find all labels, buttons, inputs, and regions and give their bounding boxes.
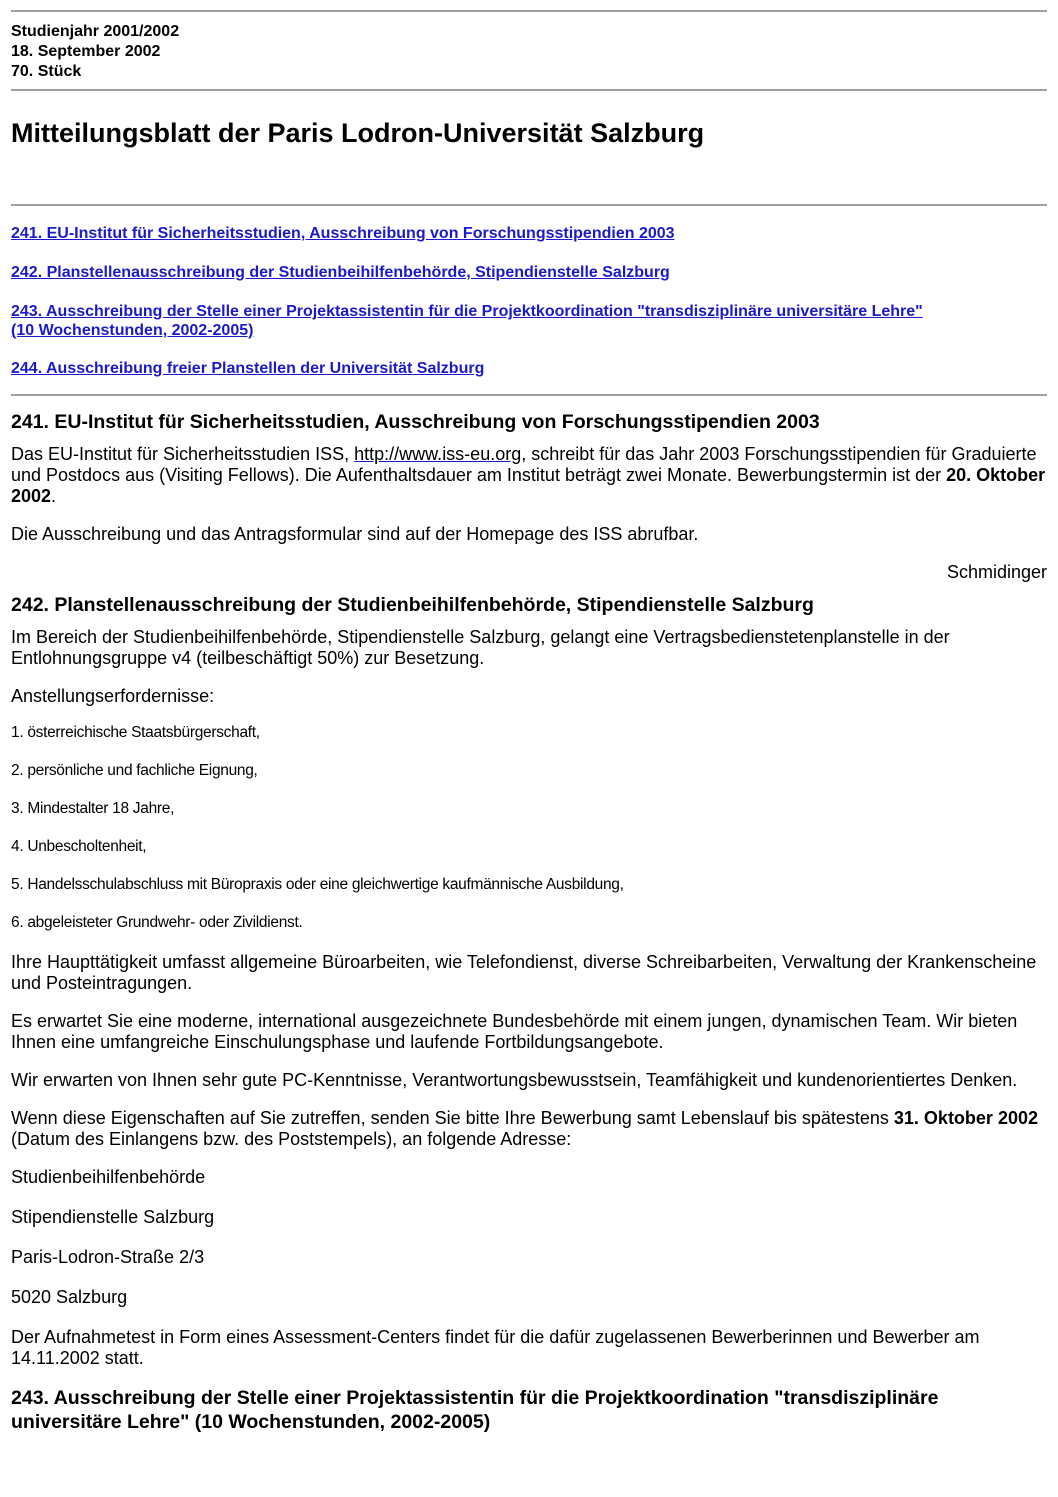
text-fragment: , schreibt für das Jahr 2003 Forschungsstipendien für Graduierte und Postdocs aus (Visiting Fellows). Die Aufenthaltsdauer am Institut beträgt zwei Monate. Bewerbungstermin ist der xyxy=(11,444,1037,485)
address-line: Studienbeihilfenbehörde xyxy=(11,1167,206,1187)
toc-item-241 xyxy=(11,224,1047,243)
toc-link-242[interactable]: 242. Planstellenausschreibung der Studienbeihilfenbehörde, Stipendienstelle Salzburg xyxy=(11,264,670,281)
text-fragment: . xyxy=(51,486,57,506)
requirement-item: 1. österreichische Staatsbürgerschaft, xyxy=(11,724,260,741)
toc-link-243-line1: 243. Ausschreibung der Stelle einer Projektassistentin für die Projektkoordination "transdisziplinäre universitäre Lehre" xyxy=(11,303,923,320)
section-241-paragraph-2: Die Ausschreibung und das Antragsformular sind auf der Homepage des ISS abrufbar. xyxy=(11,524,699,544)
section-242-paragraph-2: Ihre Haupttätigkeit umfasst allgemeine Büroarbeiten, wie Telefondienst, diverse Schreibarbeiten, Verwaltung der Krankenscheine und Posteintragungen. xyxy=(11,952,1037,993)
top-rule xyxy=(11,10,1047,12)
deadline-date: 31. Oktober 2002 xyxy=(893,1108,1038,1128)
section-241 xyxy=(11,410,1047,583)
toc-item-242 xyxy=(11,263,1047,282)
table-of-contents xyxy=(11,224,1047,398)
address-line: Stipendienstelle Salzburg xyxy=(11,1207,215,1227)
requirements-list xyxy=(11,724,1047,932)
section-242-paragraph-5 xyxy=(11,1108,1047,1150)
requirement-item: 2. persönliche und fachliche Eignung, xyxy=(11,762,258,779)
issue-number: 70. Stück xyxy=(11,63,82,80)
toc-bottom-rule xyxy=(11,394,1047,396)
requirement-item: 5. Handelsschulabschluss mit Büropraxis oder eine gleichwertige kaufmännische Ausbildung, xyxy=(11,876,624,893)
toc-link-244[interactable]: 244. Ausschreibung freier Planstellen der Universität Salzburg xyxy=(11,360,485,377)
academic-year: Studienjahr 2001/2002 xyxy=(11,23,180,40)
section-242-heading: 242. Planstellenausschreibung der Studienbeihilfenbehörde, Stipendienstelle Salzburg xyxy=(11,594,814,616)
section-242-paragraph-1: Im Bereich der Studienbeihilfenbehörde, Stipendienstelle Salzburg, gelangt eine Vertragsbedienstetenplanstelle in der Entlohnungsgruppe v4 (teilbeschäftigt 50%) zur Besetzung. xyxy=(11,627,950,668)
main-content xyxy=(11,410,1047,1444)
toc-item-243 xyxy=(11,302,1047,340)
section-243 xyxy=(11,1386,1047,1434)
address-line: Paris-Lodron-Straße 2/3 xyxy=(11,1247,205,1267)
section-241-paragraph-1 xyxy=(11,444,1047,507)
application-address xyxy=(11,1167,1047,1308)
issue-date: 18. September 2002 xyxy=(11,43,161,60)
requirement-item: 3. Mindestalter 18 Jahre, xyxy=(11,800,175,817)
section-242-paragraph-6: Der Aufnahmetest in Form eines Assessment-Centers findet für die dafür zugelassenen Bewerberinnen und Bewerber am 14.11.2002 statt. xyxy=(11,1327,980,1368)
section-241-heading: 241. EU-Institut für Sicherheitsstudien, Ausschreibung von Forschungsstipendien 2003 xyxy=(11,411,820,433)
text-fragment: (Datum des Einlangens bzw. des Poststempels), an folgende Adresse: xyxy=(11,1129,572,1149)
toc-link-243[interactable] xyxy=(11,302,1047,340)
header-rule xyxy=(11,89,1047,91)
toc-link-241[interactable]: 241. EU-Institut für Sicherheitsstudien, Ausschreibung von Forschungsstipendien 2003 xyxy=(11,225,675,242)
page-title: Mitteilungsblatt der Paris Lodron-Universität Salzburg xyxy=(11,118,705,148)
requirements-label: Anstellungserfordernisse: xyxy=(11,686,215,706)
iss-website-link[interactable]: http://www.iss-eu.org xyxy=(354,444,522,464)
section-243-heading: 243. Ausschreibung der Stelle einer Projektassistentin für die Projektkoordination "transdisziplinäre universitäre Lehre" (10 Wochenstunden, 2002-2005) xyxy=(11,1387,939,1433)
section-242-paragraph-3: Es erwartet Sie eine moderne, international ausgezeichnete Bundesbehörde mit einem jungen, dynamischen Team. Wir bieten Ihnen eine umfangreiche Einschulungsphase und laufende Fortbildungsangebote. xyxy=(11,1011,1018,1052)
issue-info xyxy=(11,22,179,82)
text-fragment: Das EU-Institut für Sicherheitsstudien ISS, xyxy=(11,444,355,464)
address-line: 5020 Salzburg xyxy=(11,1287,128,1307)
requirement-item: 4. Unbescholtenheit, xyxy=(11,838,147,855)
section-242-paragraph-4: Wir erwarten von Ihnen sehr gute PC-Kenntnisse, Verantwortungsbewusstsein, Teamfähigkeit und kundenorientiertes Denken. xyxy=(11,1070,1018,1090)
toc-link-243-line2: (10 Wochenstunden, 2002-2005) xyxy=(11,322,254,339)
toc-top-rule xyxy=(11,204,1047,206)
section-242 xyxy=(11,593,1047,1369)
deadline-date: 20. Oktober 2002 xyxy=(11,465,1046,506)
text-fragment: Wenn diese Eigenschaften auf Sie zutreffen, senden Sie bitte Ihre Bewerbung samt Lebenslauf bis spätestens xyxy=(11,1108,894,1128)
toc-item-244 xyxy=(11,359,1047,378)
section-241-signature: Schmidinger xyxy=(946,562,1047,582)
requirement-item: 6. abgeleisteter Grundwehr- oder Zivildienst. xyxy=(11,914,303,931)
